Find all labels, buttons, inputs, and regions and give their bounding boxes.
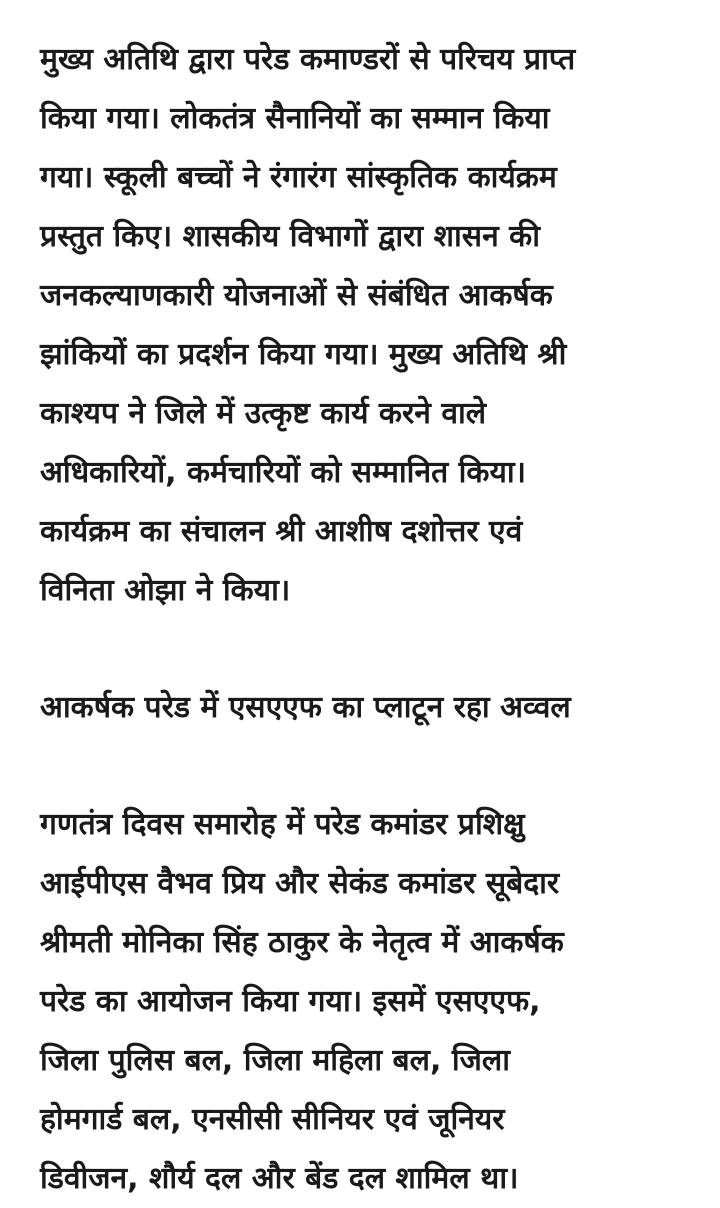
text-line: झांकियों का प्रदर्शन किया गया। मुख्य अतिथि श्री: [40, 337, 567, 372]
text-line: किया गया। लोकतंत्र सैनानियों का सम्मान किया: [40, 101, 550, 136]
text-line: प्रस्तुत किए। शासकीय विभागों द्वारा शासन की: [40, 219, 540, 254]
text-line: गया। स्कूली बच्चों ने रंगारंग सांस्कृतिक कार्यक्रम: [40, 160, 557, 195]
paragraph-parade-details: [40, 795, 680, 1208]
paragraph-ceremony-details: [40, 30, 680, 620]
section-heading: आकर्षक परेड में एसएएफ का प्लाटून रहा अव्वल: [40, 690, 571, 725]
text-line: आईपीएस वैभव प्रिय और सेकंड कमांडर सूबेदार: [40, 866, 560, 901]
text-line: श्रीमती मोनिका सिंह ठाकुर के नेतृत्व में आकर्षक: [40, 925, 564, 960]
text-line: परेड का आयोजन किया गया। इसमें एसएएफ,: [40, 984, 541, 1019]
text-line: विनिता ओझा ने किया।: [40, 573, 291, 608]
text-line: कार्यक्रम का संचालन श्री आशीष दशोत्तर एवं: [40, 514, 523, 549]
text-line: काश्यप ने जिले में उत्कृष्ट कार्य करने वाले: [40, 396, 487, 431]
text-line: जनकल्याणकारी योजनाओं से संबंधित आकर्षक: [40, 278, 553, 313]
text-line: जिला पुलिस बल, जिला महिला बल, जिला: [40, 1043, 510, 1078]
text-line: गणतंत्र दिवस समारोह में परेड कमांडर प्रशिक्षु: [40, 807, 525, 842]
text-line: डिवीजन, शौर्य दल और बेंड दल शामिल था।: [40, 1161, 519, 1196]
text-line: अधिकारियों, कर्मचारियों को सम्मानित किया।: [40, 455, 526, 490]
text-line: मुख्य अतिथि द्वारा परेड कमाण्डरों से परिचय प्राप्त: [40, 42, 576, 77]
article-body: [40, 30, 680, 1208]
text-line: होमगार्ड बल, एनसीसी सीनियर एवं जूनियर: [40, 1102, 505, 1137]
